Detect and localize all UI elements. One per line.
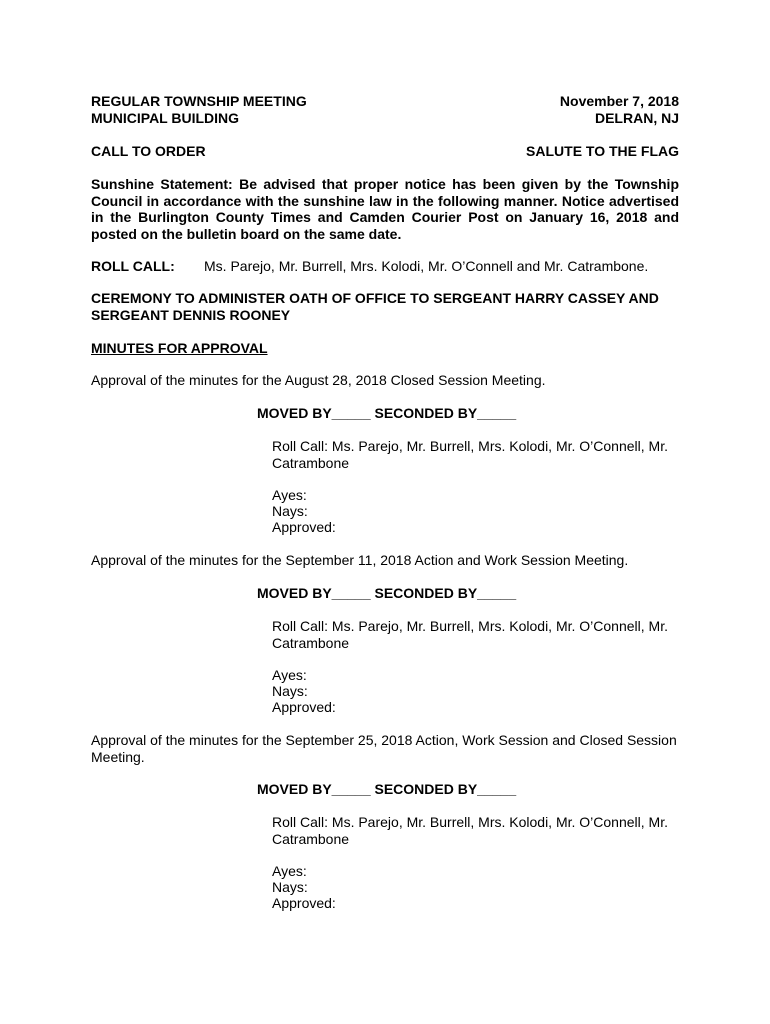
ceremony-heading: CEREMONY TO ADMINISTER OATH OF OFFICE TO SERGEANT HARRY CASSEY AND SERGEANT DENNIS ROONEY bbox=[91, 290, 659, 323]
nays-label: Nays: bbox=[272, 879, 308, 895]
call-to-order: CALL TO ORDER bbox=[91, 143, 206, 159]
salute-to-flag: SALUTE TO THE FLAG bbox=[526, 143, 679, 159]
moved-seconded-line: MOVED BY_____ SECONDED BY_____ bbox=[257, 585, 517, 601]
minutes-heading: MINUTES FOR APPROVAL bbox=[91, 340, 268, 356]
nays-label: Nays: bbox=[272, 503, 308, 519]
header-line-2 bbox=[91, 110, 679, 127]
meeting-location: MUNICIPAL BUILDING bbox=[91, 110, 240, 126]
approval-item-text: Approval of the minutes for the August 28, 2018 Closed Session Meeting. bbox=[91, 372, 546, 388]
ayes-label: Ayes: bbox=[272, 487, 307, 503]
approved-label: Approved: bbox=[272, 895, 336, 911]
roll-call-members: Ms. Parejo, Mr. Burrell, Mrs. Kolodi, Mr. O’Connell and Mr. Catrambone. bbox=[204, 258, 649, 274]
approved-label: Approved: bbox=[272, 699, 336, 715]
roll-call-label: ROLL CALL: bbox=[91, 258, 175, 274]
roll-call-vote: Roll Call: Ms. Parejo, Mr. Burrell, Mrs. Kolodi, Mr. O’Connell, Mr. Catrambone bbox=[272, 438, 668, 471]
ayes-label: Ayes: bbox=[272, 863, 307, 879]
roll-call-vote: Roll Call: Ms. Parejo, Mr. Burrell, Mrs. Kolodi, Mr. O’Connell, Mr. Catrambone bbox=[272, 814, 668, 847]
meeting-date: November 7, 2018 bbox=[559, 93, 679, 109]
header-line-1 bbox=[91, 93, 679, 110]
header-line-3 bbox=[91, 143, 679, 160]
approval-item-text: Approval of the minutes for the September 25, 2018 Action, Work Session and Closed Session Meeting. bbox=[91, 732, 677, 765]
roll-call-vote: Roll Call: Ms. Parejo, Mr. Burrell, Mrs. Kolodi, Mr. O’Connell, Mr. Catrambone bbox=[272, 618, 668, 651]
roll-call-line bbox=[91, 258, 691, 275]
moved-seconded-line: MOVED BY_____ SECONDED BY_____ bbox=[257, 405, 517, 421]
meeting-town: DELRAN, NJ bbox=[594, 110, 679, 126]
sunshine-statement: Sunshine Statement: Be advised that proper notice has been given by the Township Council in accordance with the sunshine law in the following manner. Notice advertised in the Burlington County Times and Camden Courier Post on January 16, 2018 and posted on the bulletin board on the same date. bbox=[91, 176, 679, 242]
meeting-title: REGULAR TOWNSHIP MEETING bbox=[91, 93, 307, 109]
approved-label: Approved: bbox=[272, 519, 336, 535]
ayes-label: Ayes: bbox=[272, 667, 307, 683]
moved-seconded-line: MOVED BY_____ SECONDED BY_____ bbox=[257, 781, 517, 797]
approval-item-text: Approval of the minutes for the September 11, 2018 Action and Work Session Meeting. bbox=[91, 552, 629, 568]
nays-label: Nays: bbox=[272, 683, 308, 699]
